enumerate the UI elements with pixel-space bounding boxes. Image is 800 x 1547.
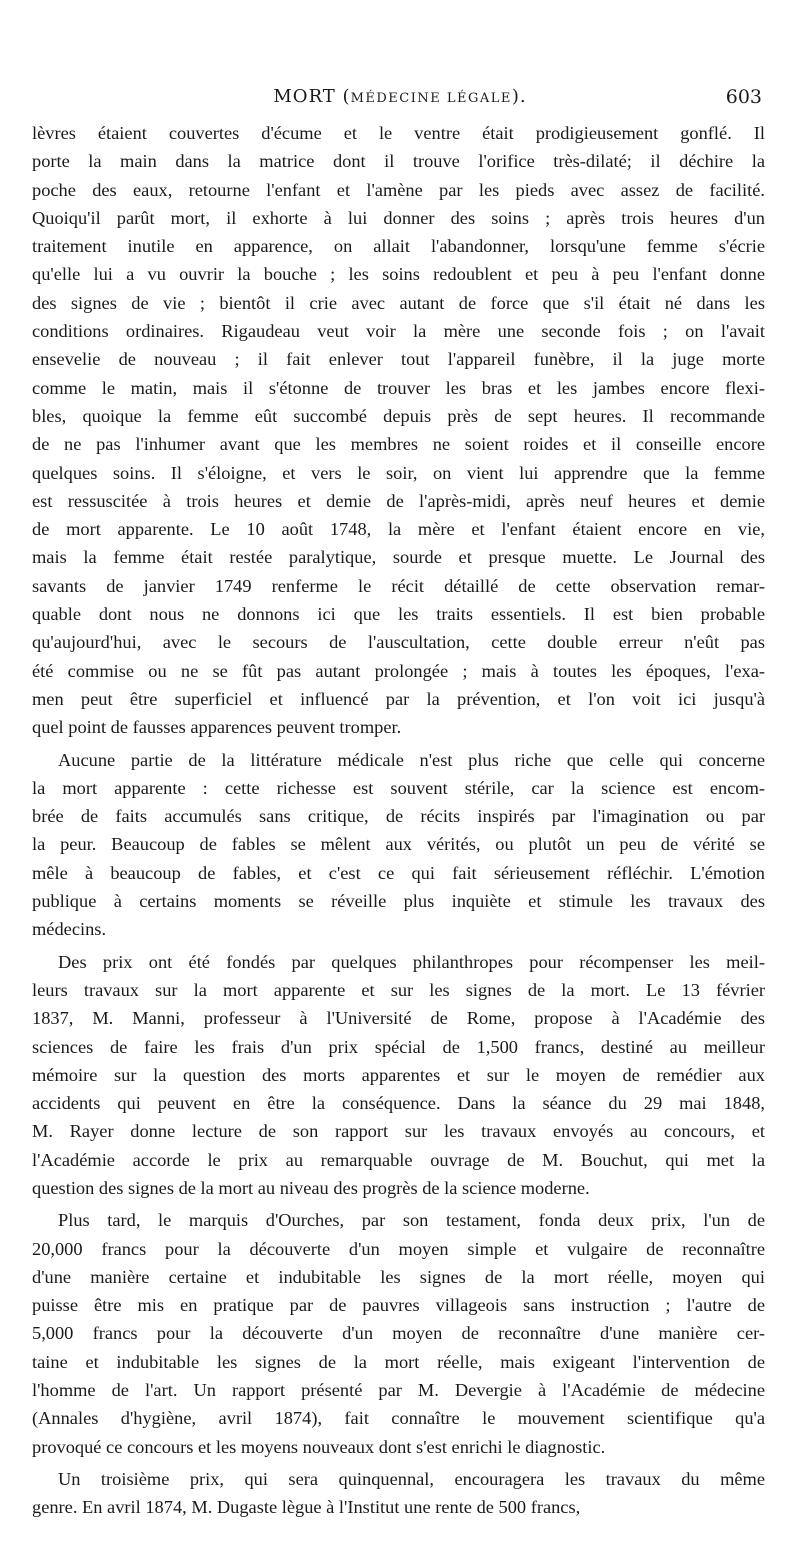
text-line: comme le matin, mais il s'étonne de trouver les bras et les jambes encore flexi- <box>32 377 765 398</box>
text-line: Des prix ont été fondés par quelques philanthropes pour récompenser les meil- <box>58 951 765 972</box>
text-line: médecins. <box>32 919 107 940</box>
text-line: ensevelie de nouveau ; il fait enlever tout l'appareil funèbre, il la juge morte <box>32 349 765 370</box>
text-line: publique à certains moments se réveille plus inquiète et stimule les travaux des <box>32 891 765 912</box>
text-line: quable dont nous ne donnons ici que les traits essentiels. Il est bien probable <box>32 604 765 625</box>
text-line: traitement inutile en apparence, on allait l'abandonner, lorsqu'une femme s'écrie <box>32 236 765 257</box>
text-line: est ressuscitée à trois heures et demie de l'après-midi, après neuf heures et demie <box>32 490 765 511</box>
text-line: mémoire sur la question des morts apparentes et sur le moyen de remédier aux <box>32 1064 765 1085</box>
text-line: conditions ordinaires. Rigaudeau veut voir la mère une seconde fois ; on l'avait <box>32 321 765 342</box>
paragraph <box>32 746 765 944</box>
text-line: poche des eaux, retourne l'enfant et l'amène par les pieds avec assez de facilité. <box>32 179 765 200</box>
text-line: men peut être superficiel et influencé par la prévention, et l'on voit ici jusqu'à <box>32 688 765 709</box>
text-line: la peur. Beaucoup de fables se mêlent aux vérités, ou plutôt un peu de vérité se <box>32 834 765 855</box>
text-line: savants de janvier 1749 renferme le récit détaillé de cette observation remar- <box>32 575 765 596</box>
text-line: 20,000 francs pour la découverte d'un moyen simple et vulgaire de reconnaître <box>32 1238 765 1259</box>
text-line: qu'elle lui a vu ouvrir la bouche ; les soins redoublent et peu à peu l'enfant donne <box>32 264 765 285</box>
text-line: la mort apparente : cette richesse est souvent stérile, car la science est encom- <box>32 777 765 798</box>
text-line: genre. En avril 1874, M. Dugaste lègue à l'Institut une rente de 500 francs, <box>32 1497 581 1518</box>
running-title <box>30 86 770 107</box>
text-line: porte la main dans la matrice dont il trouve l'orifice très-dilaté; il déchire la <box>32 151 765 172</box>
text-line: Un troisième prix, qui sera quinquennal, encouragera les travaux du même <box>58 1468 765 1489</box>
text-line: question des signes de la mort au niveau des progrès de la science moderne. <box>32 1177 590 1198</box>
text-line: mais la femme était restée paralytique, sourde et presque muette. Le Journal des <box>32 547 765 568</box>
text-line: 1837, M. Manni, professeur à l'Université de Rome, propose à l'Académie des <box>32 1008 765 1029</box>
title-main: MORT ( <box>273 86 351 107</box>
page-header <box>30 86 770 116</box>
paragraph <box>32 1465 765 1522</box>
text-line: accidents qui peuvent en être la conséquence. Dans la séance du 29 mai 1848, <box>32 1093 765 1114</box>
text-line: taine et indubitable les signes de la mort réelle, mais exigeant l'intervention de <box>32 1351 765 1372</box>
text-line: 5,000 francs pour la découverte d'un moyen de reconnaître d'une manière cer- <box>32 1323 765 1344</box>
text-line: puisse être mis en pratique par de pauvres villageois sans instruction ; l'autre de <box>32 1295 765 1316</box>
text-line: de mort apparente. Le 10 août 1748, la mère et l'enfant étaient encore en vie, <box>32 519 765 540</box>
text-line: l'Académie accorde le prix au remarquable ouvrage de M. Bouchut, qui met la <box>32 1149 765 1170</box>
body-text <box>32 119 765 1522</box>
text-line: l'homme de l'art. Un rapport présenté par M. Devergie à l'Académie de médecine <box>32 1380 765 1401</box>
text-line: lèvres étaient couvertes d'écume et le ventre était prodigieusement gonflé. Il <box>32 123 765 143</box>
text-line: Quoiqu'il parût mort, il exhorte à lui donner des soins ; après trois heures d'un <box>32 207 765 228</box>
page-number: 603 <box>725 86 762 108</box>
text-line: brée de faits accumulés sans critique, de récits inspirés par l'imagination ou par <box>32 806 765 827</box>
text-line: été commise ou ne se fût pas autant prolongée ; mais à toutes les époques, l'exa- <box>32 660 765 681</box>
paragraph <box>32 1206 765 1461</box>
text-line: mêle à beaucoup de fables, et c'est ce qui fait sérieusement réfléchir. L'émotion <box>32 862 765 883</box>
text-line: des signes de vie ; bientôt il crie avec autant de force que s'il était né dans les <box>32 292 765 313</box>
text-line: provoqué ce concours et les moyens nouveaux dont s'est enrichi le diagnostic. <box>32 1436 606 1457</box>
paragraph <box>32 948 765 1203</box>
text-line: de ne pas l'inhumer avant que les membres ne soient roides et il conseille encore <box>32 434 765 455</box>
text-line: (Annales d'hygiène, avril 1874), fait connaître le mouvement scientifique qu'a <box>32 1408 765 1429</box>
paragraph <box>32 119 765 742</box>
text-line: sciences de faire les frais d'un prix spécial de 1,500 francs, destiné au meilleur <box>32 1036 765 1057</box>
text-line: leurs travaux sur la mort apparente et sur les signes de la mort. Le 13 février <box>32 979 765 1000</box>
text-line: d'une manière certaine et indubitable les signes de la mort réelle, moyen qui <box>32 1266 765 1287</box>
text-line: Aucune partie de la littérature médicale n'est plus riche que celle qui concerne <box>58 749 765 770</box>
text-line: Plus tard, le marquis d'Ourches, par son testament, fonda deux prix, l'un de <box>58 1210 765 1231</box>
text-line: M. Rayer donne lecture de son rapport sur les travaux envoyés au concours, et <box>32 1121 765 1142</box>
title-end: ). <box>511 86 527 107</box>
text-line: qu'aujourd'hui, avec le secours de l'auscultation, cette double erreur n'eût pas <box>32 632 765 653</box>
text-line: bles, quoique la femme eût succombé depuis près de sept heures. Il recommande <box>32 405 765 426</box>
title-small-caps: MÉDECINE LÉGALE <box>350 91 512 106</box>
text-line: quel point de fausses apparences peuvent tromper. <box>32 717 402 738</box>
text-line: quelques soins. Il s'éloigne, et vers le soir, on vient lui apprendre que la femme <box>32 462 765 483</box>
